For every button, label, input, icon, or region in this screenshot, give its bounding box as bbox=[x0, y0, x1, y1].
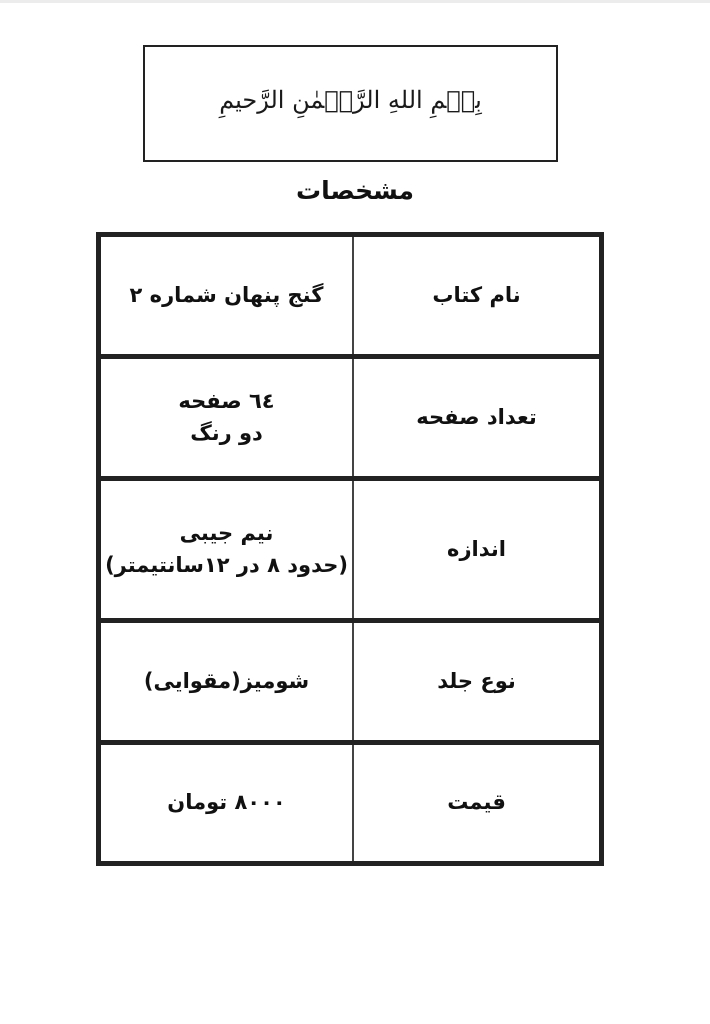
spec-value-size bbox=[101, 481, 354, 618]
spec-label-price: قیمت bbox=[447, 790, 506, 815]
page-title: مشخصات bbox=[295, 176, 415, 205]
table-row bbox=[101, 623, 599, 745]
table-row bbox=[101, 481, 599, 623]
spec-value-cover-type bbox=[101, 623, 354, 740]
table-row bbox=[101, 359, 599, 481]
spec-label-size: اندازه bbox=[447, 536, 506, 561]
top-edge-line bbox=[0, 0, 710, 3]
spec-value-line: (حدود ۸ در ۱۲سانتیمتر) bbox=[105, 552, 348, 577]
specifications-table bbox=[96, 232, 604, 866]
spec-label-page-count: تعداد صفحه bbox=[416, 404, 537, 429]
table-row bbox=[101, 237, 599, 359]
spec-value-line: دو رنگ bbox=[190, 420, 263, 445]
spec-value-line: شومیز(مقوایی) bbox=[143, 668, 310, 693]
bismillah-frame bbox=[143, 45, 558, 162]
spec-value-book-name bbox=[101, 237, 354, 354]
spec-value-page-count bbox=[101, 359, 354, 476]
spec-value-line: ٦٤ صفحه bbox=[178, 389, 275, 413]
table-row bbox=[101, 745, 599, 861]
spec-value-line: گنج پنهان شماره ۲ bbox=[129, 282, 324, 307]
spec-value-line: نیم جیبی bbox=[179, 521, 274, 545]
bismillah-text: بِسۡمِ اللهِ الرَّحۡمٰنِ الرَّحیمِ bbox=[219, 85, 482, 114]
spec-label-cover-type: نوع جلد bbox=[437, 668, 516, 693]
spec-value-price bbox=[101, 745, 354, 861]
spec-value-line: ۸۰۰۰ تومان bbox=[167, 790, 286, 815]
spec-label-book-name: نام کتاب bbox=[432, 282, 521, 307]
